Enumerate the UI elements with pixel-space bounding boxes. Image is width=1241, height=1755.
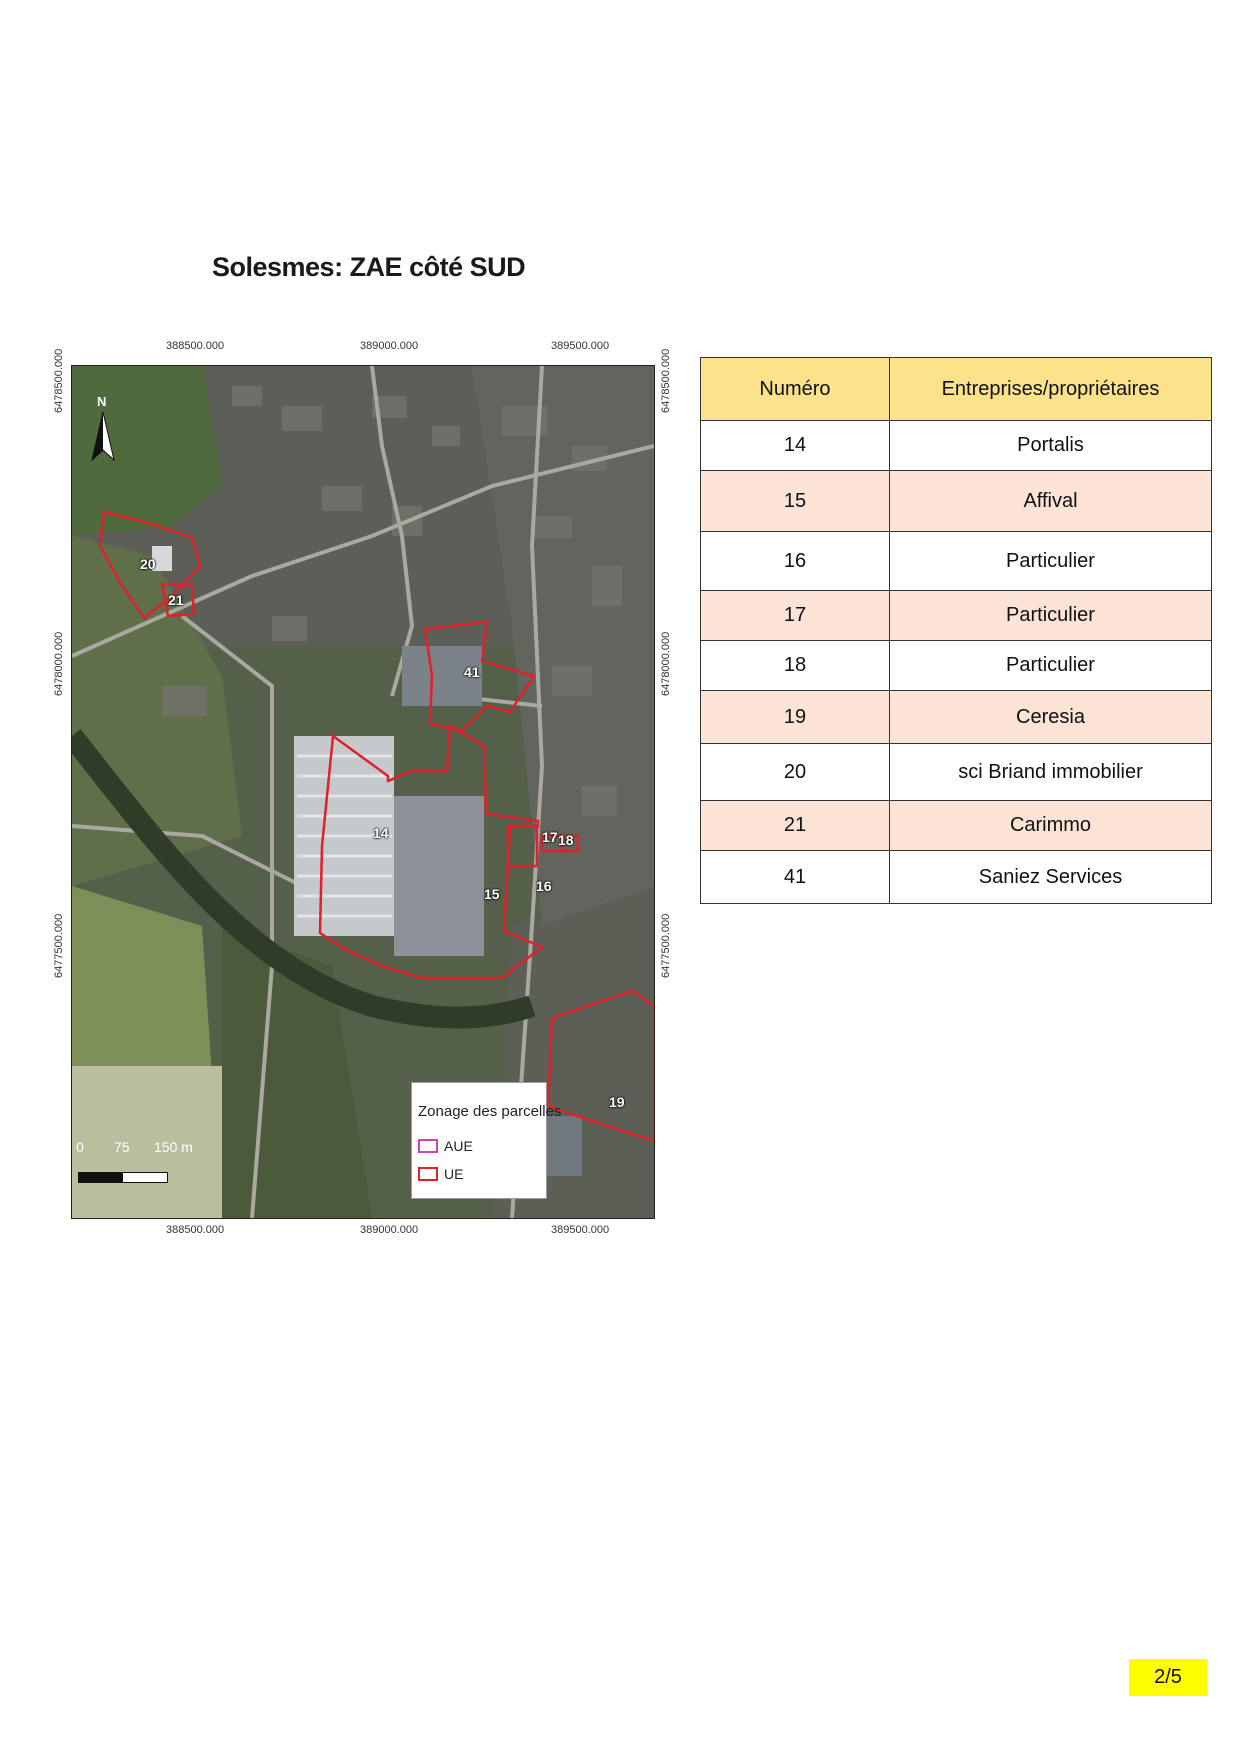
- cell-numero: 16: [701, 532, 890, 591]
- y-tick-right: 6478500.000: [660, 348, 672, 413]
- cell-owner: Saniez Services: [890, 851, 1212, 904]
- north-arrow-icon: [90, 394, 116, 464]
- parcel-label-41: 41: [464, 664, 480, 680]
- legend-label-ue: UE: [444, 1166, 464, 1182]
- parcel-label-16: 16: [536, 878, 552, 894]
- x-tick-top: 389500.000: [551, 340, 610, 352]
- cell-owner: Particulier: [890, 591, 1212, 641]
- aerial-imagery: [72, 366, 654, 1218]
- x-tick-bottom: 389500.000: [551, 1224, 610, 1236]
- x-tick-top: 389000.000: [360, 340, 419, 352]
- legend-item-aue: [418, 1137, 473, 1155]
- legend-swatch-aue: [418, 1139, 438, 1153]
- header-numero: Numéro: [701, 358, 890, 421]
- scale-bar: [78, 1172, 168, 1183]
- parcel-label-20: 20: [140, 556, 156, 572]
- y-tick-left: 6478000.000: [53, 631, 65, 696]
- legend-title: Zonage des parcelles: [418, 1103, 562, 1120]
- scale-label: 0: [76, 1139, 84, 1155]
- cell-owner: Carimmo: [890, 801, 1212, 851]
- table-row: [701, 471, 1212, 532]
- map-legend: [411, 1082, 562, 1199]
- parcel-label-17: 17: [542, 829, 558, 845]
- table-header-row: [701, 358, 1212, 421]
- y-tick-right: 6477500.000: [660, 913, 672, 978]
- y-tick-right: 6478000.000: [660, 631, 672, 696]
- cell-owner: Ceresia: [890, 691, 1212, 744]
- y-tick-left: 6478500.000: [53, 348, 65, 413]
- aerial-map[interactable]: [71, 365, 655, 1219]
- cell-numero: 15: [701, 471, 890, 532]
- parcel-label-19: 19: [609, 1094, 625, 1110]
- table-row: [701, 744, 1212, 801]
- cell-owner: Particulier: [890, 641, 1212, 691]
- x-tick-bottom: 389000.000: [360, 1224, 419, 1236]
- table-row: [701, 591, 1212, 641]
- cell-numero: 41: [701, 851, 890, 904]
- cell-numero: 17: [701, 591, 890, 641]
- parcel-label-18: 18: [558, 832, 574, 848]
- cell-numero: 18: [701, 641, 890, 691]
- north-arrow-label: N: [97, 394, 107, 409]
- cell-owner: Particulier: [890, 532, 1212, 591]
- cell-owner: Affival: [890, 471, 1212, 532]
- header-entreprises: Entreprises/propriétaires: [890, 358, 1212, 421]
- legend-swatch-ue: [418, 1167, 438, 1181]
- map-title: Solesmes: ZAE côté SUD: [212, 252, 526, 282]
- parcel-label-14: 14: [373, 825, 389, 841]
- table-row: [701, 641, 1212, 691]
- table-row: [701, 691, 1212, 744]
- y-tick-left: 6477500.000: [53, 913, 65, 978]
- parcel-label-15: 15: [484, 886, 500, 902]
- scale-label: 150 m: [154, 1139, 193, 1155]
- table-row: [701, 421, 1212, 471]
- x-tick-bottom: 388500.000: [166, 1224, 225, 1236]
- table-row: [701, 851, 1212, 904]
- scale-label: 75: [114, 1139, 130, 1155]
- legend-label-aue: AUE: [444, 1138, 473, 1154]
- cell-owner: Portalis: [890, 421, 1212, 471]
- parcel-label-21: 21: [168, 592, 184, 608]
- cell-numero: 21: [701, 801, 890, 851]
- cell-owner: sci Briand immobilier: [890, 744, 1212, 801]
- page-number: 2/5: [1129, 1659, 1207, 1696]
- owners-table: [700, 357, 1212, 904]
- cell-numero: 20: [701, 744, 890, 801]
- legend-item-ue: [418, 1165, 463, 1183]
- table-row: [701, 801, 1212, 851]
- x-tick-top: 388500.000: [166, 340, 225, 352]
- table-row: [701, 532, 1212, 591]
- cell-numero: 14: [701, 421, 890, 471]
- cell-numero: 19: [701, 691, 890, 744]
